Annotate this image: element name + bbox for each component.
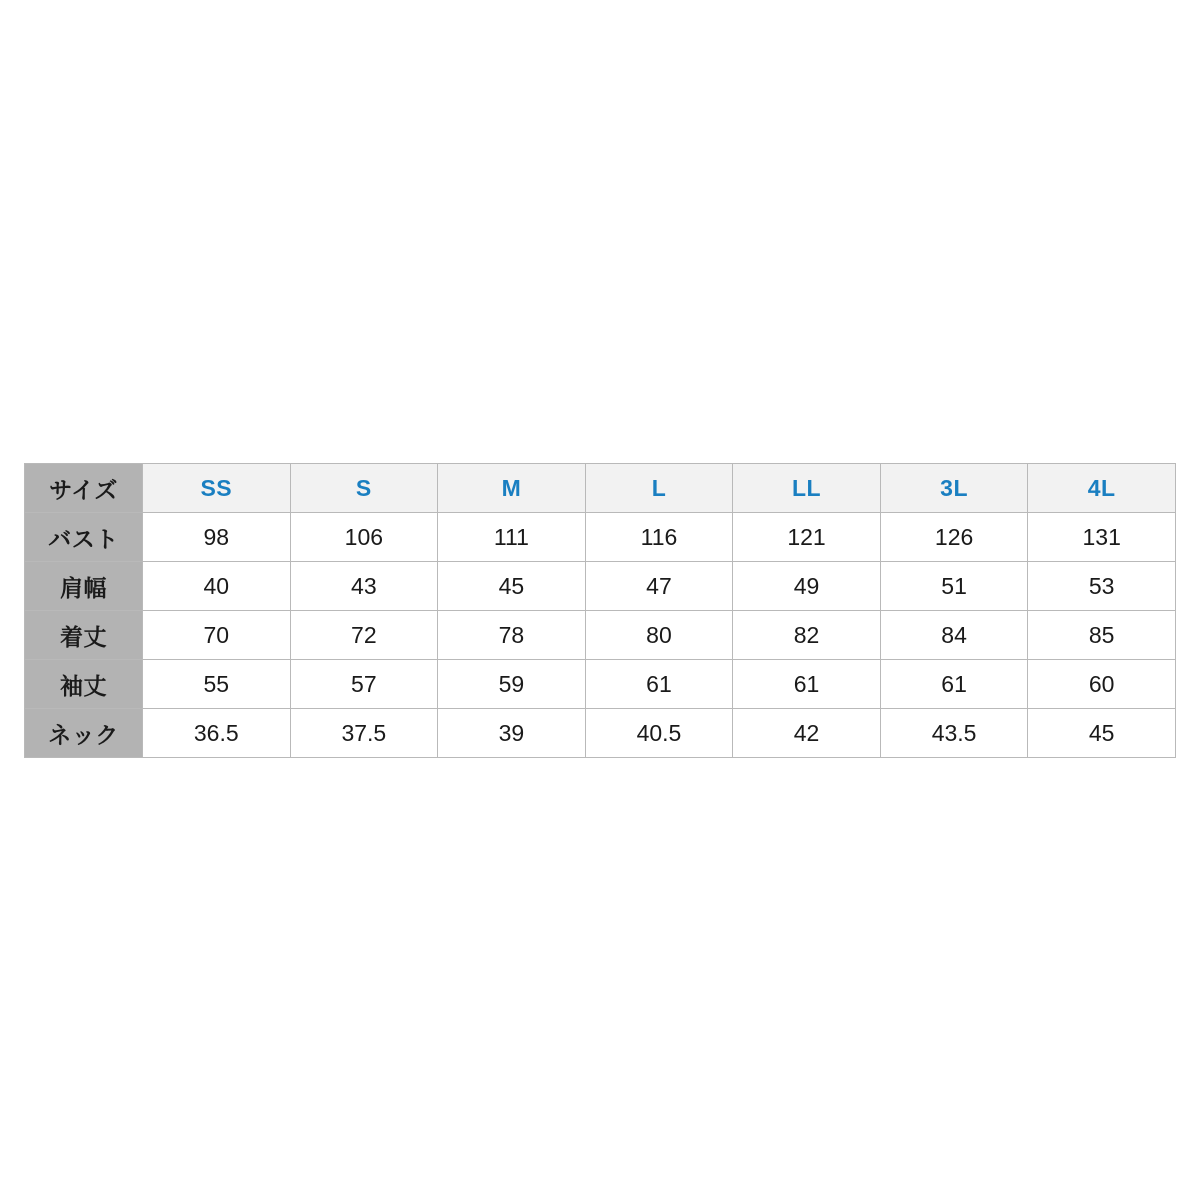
header-size-m: M (438, 464, 586, 513)
cell-sleeve-3l: 61 (880, 660, 1028, 709)
cell-length-ss: 70 (143, 611, 291, 660)
header-size-3l: 3L (880, 464, 1028, 513)
cell-neck-ss: 36.5 (143, 709, 291, 758)
cell-bust-ss: 98 (143, 513, 291, 562)
row-label-neck: ネック (25, 709, 143, 758)
cell-length-ll: 82 (733, 611, 881, 660)
cell-length-s: 72 (290, 611, 438, 660)
cell-length-l: 80 (585, 611, 733, 660)
cell-shoulder-3l: 51 (880, 562, 1028, 611)
cell-bust-ll: 121 (733, 513, 881, 562)
header-size-ss: SS (143, 464, 291, 513)
cell-sleeve-ll: 61 (733, 660, 881, 709)
row-label-bust: バスト (25, 513, 143, 562)
cell-length-m: 78 (438, 611, 586, 660)
table-row (25, 513, 1176, 562)
row-label-sleeve: 袖丈 (25, 660, 143, 709)
header-size-l: L (585, 464, 733, 513)
table-header-row (25, 464, 1176, 513)
cell-shoulder-s: 43 (290, 562, 438, 611)
cell-shoulder-l: 47 (585, 562, 733, 611)
cell-length-3l: 84 (880, 611, 1028, 660)
cell-neck-s: 37.5 (290, 709, 438, 758)
table-row (25, 611, 1176, 660)
cell-neck-ll: 42 (733, 709, 881, 758)
size-chart (24, 463, 1176, 758)
table-row (25, 709, 1176, 758)
header-size-4l: 4L (1028, 464, 1176, 513)
size-table (24, 463, 1176, 758)
cell-bust-l: 116 (585, 513, 733, 562)
row-label-length: 着丈 (25, 611, 143, 660)
cell-shoulder-ll: 49 (733, 562, 881, 611)
cell-sleeve-4l: 60 (1028, 660, 1176, 709)
cell-shoulder-m: 45 (438, 562, 586, 611)
cell-neck-4l: 45 (1028, 709, 1176, 758)
cell-neck-m: 39 (438, 709, 586, 758)
cell-length-4l: 85 (1028, 611, 1176, 660)
cell-bust-m: 111 (438, 513, 586, 562)
cell-shoulder-4l: 53 (1028, 562, 1176, 611)
cell-bust-s: 106 (290, 513, 438, 562)
cell-sleeve-s: 57 (290, 660, 438, 709)
table-row (25, 562, 1176, 611)
cell-sleeve-m: 59 (438, 660, 586, 709)
cell-bust-4l: 131 (1028, 513, 1176, 562)
cell-sleeve-l: 61 (585, 660, 733, 709)
header-size-ll: LL (733, 464, 881, 513)
cell-neck-3l: 43.5 (880, 709, 1028, 758)
header-corner-label: サイズ (25, 464, 143, 513)
header-size-s: S (290, 464, 438, 513)
table-row (25, 660, 1176, 709)
cell-shoulder-ss: 40 (143, 562, 291, 611)
cell-bust-3l: 126 (880, 513, 1028, 562)
cell-sleeve-ss: 55 (143, 660, 291, 709)
row-label-shoulder: 肩幅 (25, 562, 143, 611)
cell-neck-l: 40.5 (585, 709, 733, 758)
